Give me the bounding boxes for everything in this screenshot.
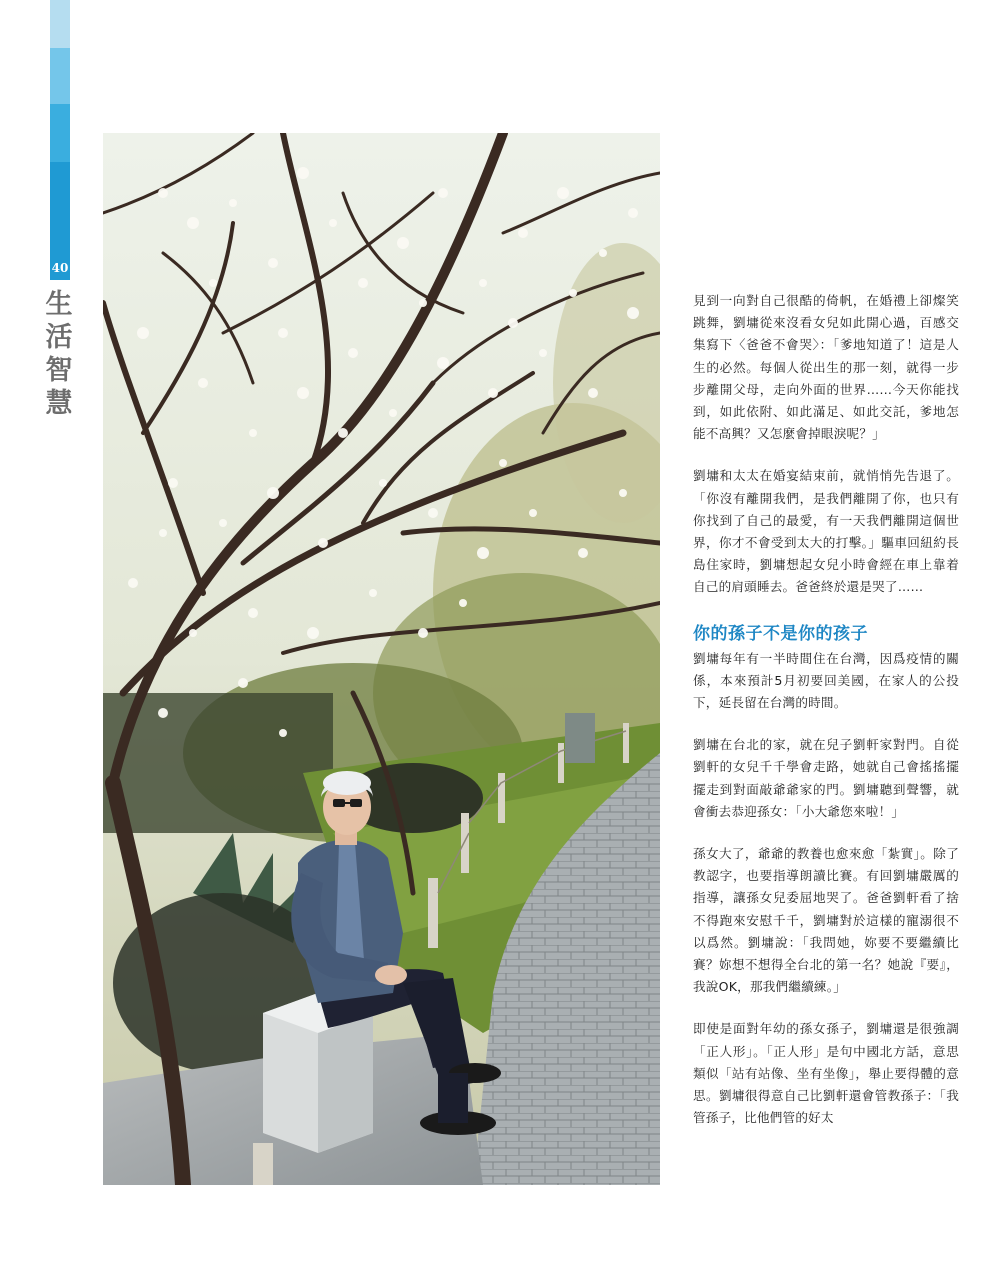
color-strip-segment [50, 162, 70, 256]
photo-illustration [103, 133, 660, 1185]
color-strip-segment [50, 48, 70, 104]
article-paragraph: 劉墉每年有一半時間住在台灣，因爲疫情的關係，本來預計5月初要回美國，在家人的公投下，延長留在台灣的時間。 [693, 650, 959, 711]
section-title-char: 生 [45, 289, 73, 320]
section-title-char: 智 [45, 355, 73, 386]
article-paragraph: 見到一向對自己很酷的倚帆，在婚禮上卻燦笑跳舞，劉墉從來沒看女兒如此開心過，百感交集寫下〈爸爸不會哭〉：「爹地知道了！這是人生的必然。每個人從出生的那一刻，就得一步步離開父母，走向外面的世界……今天你能找到，如此依附、如此滿足、如此交託，爹地怎能不高興？又怎麼會掉眼淚呢？」 [693, 293, 959, 442]
color-strip-segment [50, 0, 70, 48]
section-title [44, 288, 74, 420]
article-paragraph: 劉墉在台北的家，就在兒子劉軒家對門。自從劉軒的女兒千千學會走路，她就自己會搖搖擺擺走到對面敲爺爺家的門。劉墉聽到聲響，就會衝去恭迎孫女：「小大爺您來啦！」 [693, 737, 959, 819]
article-photo [103, 133, 660, 1185]
article-subheading: 你的孫子不是你的孩子 [693, 623, 868, 644]
page-number: 40 [50, 256, 70, 280]
article-paragraph: 即使是面對年幼的孫女孫子，劉墉還是很強調「正人形」。「正人形」是句中國北方話，意思類似「站有站像、坐有坐像」，舉止要得體的意思。劉墉很得意自己比劉軒還會管教孫子：「我管孫子，比他們管的好太 [693, 1021, 959, 1126]
article-paragraph: 孫女大了，爺爺的教養也愈來愈「紮實」。除了教認字，也要指導朗讀比賽。有回劉墉嚴厲的指導，讓孫女兒委屈地哭了。爸爸劉軒看了捨不得跑來安慰千千，劉墉對於這樣的寵溺很不以爲然。劉墉說：「我問她，妳要不要繼續比賽？妳想不想得全台北的第一名？她說『要』，我說OK，那我們繼續練。」 [693, 846, 959, 995]
section-title-char: 慧 [45, 388, 73, 419]
section-title-char: 活 [45, 322, 73, 353]
article-paragraph: 劉墉和太太在婚宴結束前，就悄悄先告退了。「你沒有離開我們，是我們離開了你，也只有你找到了自己的最愛，有一天我們離開這個世界，你才不會受到太大的打擊。」驅車回紐約長島住家時，劉墉想起女兒小時會經在車上靠着自己的肩頭睡去。爸爸終於還是哭了…… [693, 468, 959, 595]
color-strip-segment [50, 104, 70, 162]
article-body [693, 290, 959, 1150]
